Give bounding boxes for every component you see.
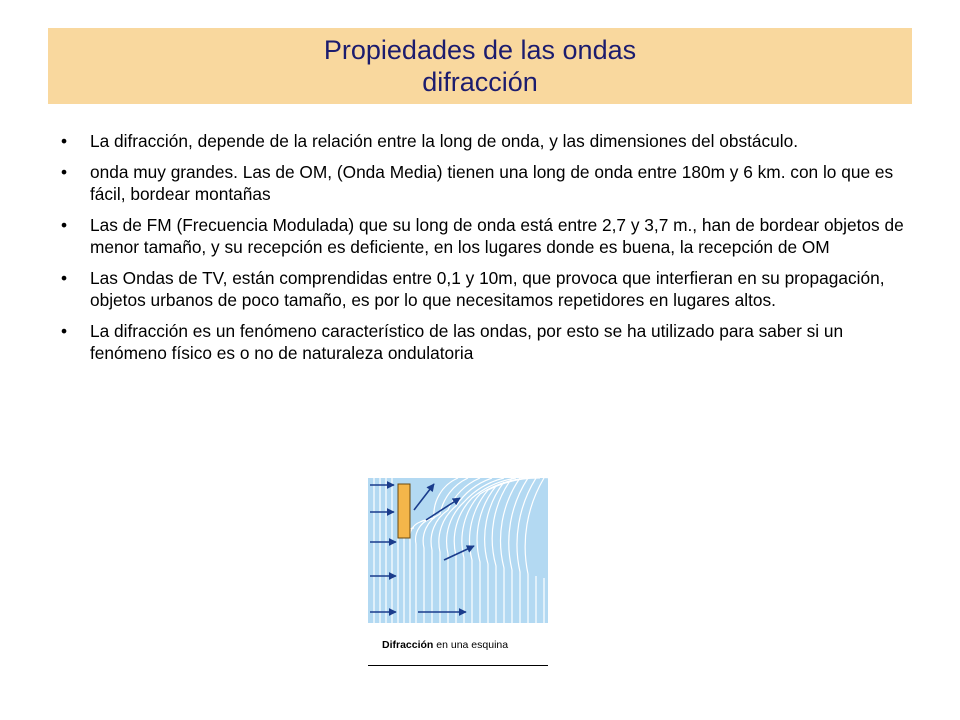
bullet-item xyxy=(58,161,908,206)
title-band xyxy=(48,28,912,104)
bullet-item xyxy=(58,267,908,312)
bullet-text: La difracción es un fenómeno característico de las ondas, por esto se ha utilizado para saber si un fenómeno físico es o no de naturaleza ondulatoria xyxy=(90,320,844,363)
slide-title-line2: difracción xyxy=(422,67,538,97)
bullet-dot: • xyxy=(60,161,68,182)
slide-title-line1: Propiedades de las ondas xyxy=(323,35,637,65)
bullet-dot: • xyxy=(60,320,68,341)
bullet-item xyxy=(58,320,908,365)
figure-caption xyxy=(382,639,508,651)
bullet-list xyxy=(58,130,908,373)
bullet-text: Las de FM (Frecuencia Modulada) que su long de onda está entre 2,7 y 3,7 m., han de bordear objetos de menor tamaño, y su recepción es deficiente, en los lugares donde es buena, la recepción de OM xyxy=(90,214,904,257)
bullet-item xyxy=(58,214,908,259)
diffraction-figure xyxy=(368,478,548,668)
caption-bold: Difracción xyxy=(382,639,434,651)
caption-rest: en una esquina xyxy=(433,639,509,651)
bullet-item xyxy=(58,130,908,153)
bullet-text: Las Ondas de TV, están comprendidas entre 0,1 y 10m, que provoca que interfieran en su propagación, objetos urbanos de poco tamaño, es por lo que necesitamos repetidores en lugares altos. xyxy=(90,267,885,310)
bullet-text: La difracción, depende de la relación entre la long de onda, y las dimensiones del obstáculo. xyxy=(90,131,799,151)
bullet-text: onda muy grandes. Las de OM, (Onda Media) tienen una long de onda entre 180m y 6 km. con lo que es fácil, bordear montañas xyxy=(90,161,894,204)
bullet-dot: • xyxy=(60,214,68,235)
obstacle-barrier xyxy=(398,484,410,538)
bullet-dot: • xyxy=(60,267,68,288)
bullet-dot: • xyxy=(60,131,68,151)
caption-underline xyxy=(368,665,548,666)
diffraction-illustration xyxy=(368,478,548,623)
